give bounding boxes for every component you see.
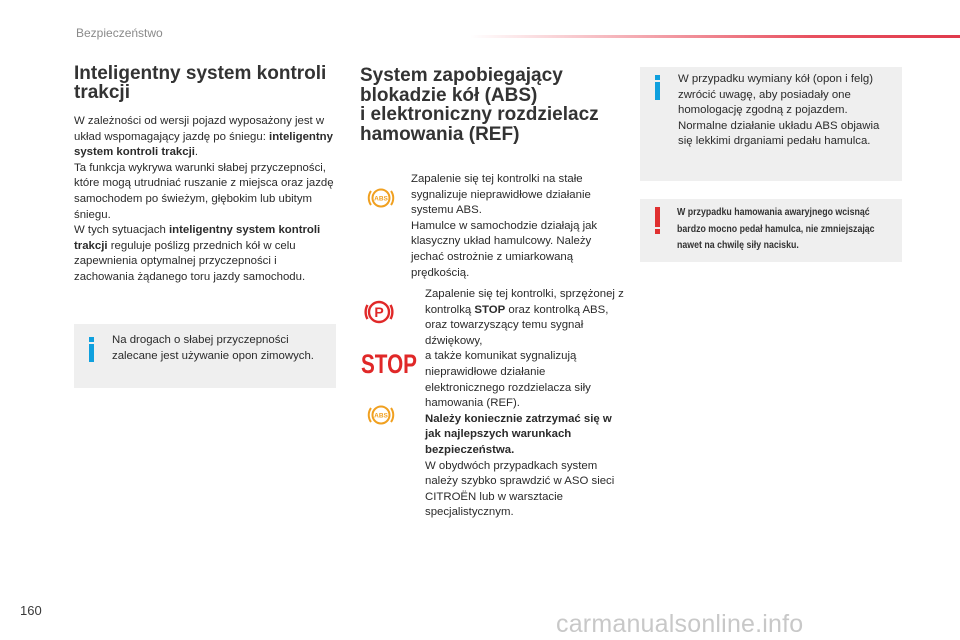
section-header: Bezpieczeństwo bbox=[76, 26, 163, 40]
abs-warning-icon bbox=[366, 183, 396, 213]
paragraph bbox=[425, 412, 625, 459]
paragraph: W obydwóch przypadkach system należy szybko sprawdzić w ASO sieci CITROËN lub w warsztacie specjalistycznym. bbox=[425, 459, 615, 519]
abs-icon-label: ABS bbox=[374, 195, 388, 203]
abs-ref-title bbox=[360, 66, 620, 144]
stop-warning-icon bbox=[360, 348, 418, 379]
emergency-braking-warning-box bbox=[640, 199, 902, 262]
ref-warning-text bbox=[425, 287, 625, 521]
paragraph: a także komunikat sygnalizują nieprawidłowe działanie elektronicznego rozdzielacza siły hamowania (REF). bbox=[425, 350, 591, 410]
paragraph bbox=[74, 114, 334, 161]
title-line-2: trakcji bbox=[74, 82, 130, 103]
warning-icon bbox=[655, 207, 660, 227]
abs-ref-section-title bbox=[360, 66, 620, 144]
title-line-1: System zapobiegający bbox=[360, 65, 563, 86]
paragraph: Hamulce w samochodzie działają jak klasyczny układ hamulcowy. Należy jechać ostrożnie z umiarkowaną prędkością. bbox=[411, 219, 598, 279]
bold-text: inteligentny system kontroli trakcji bbox=[74, 130, 333, 159]
wheel-replacement-info-box bbox=[640, 67, 902, 181]
brake-warning-icon bbox=[363, 296, 395, 328]
title-line-3: i elektroniczny rozdzielacz bbox=[360, 104, 599, 125]
abs-warning-icon-2 bbox=[366, 400, 396, 430]
park-icon-label: P bbox=[374, 304, 384, 320]
paragraph: Ta funkcja wykrywa warunki słabej przyczepności, które mogą utrudniać ruszanie z miejsca oraz jazdę samochodem po świeżym, głębokim lub ubitym śniegu. bbox=[74, 161, 334, 221]
info-text: W przypadku wymiany kół (opon i felg) zwrócić uwagę, aby posiadały one homologację zgodną z pojazdem. Normalne działanie układu ABS objawia się lekkimi drganiami pedału hamulca. bbox=[678, 73, 880, 148]
watermark: carmanualsonline.info bbox=[556, 610, 804, 638]
page-number: 160 bbox=[20, 603, 42, 618]
title-line-4: hamowania (REF) bbox=[360, 123, 520, 145]
title-line-1: Inteligentny system kontroli bbox=[74, 63, 327, 84]
bold-text: Należy koniecznie zatrzymać się w jak najlepszych warunkach bezpieczeństwa. bbox=[425, 412, 612, 456]
info-text: Na drogach o słabej przyczepności zalecane jest używanie opon zimowych. bbox=[112, 334, 314, 362]
text: W tych sytuacjach bbox=[74, 224, 169, 237]
info-icon bbox=[655, 82, 660, 100]
text: . bbox=[194, 146, 199, 159]
stop-icon-label: STOP bbox=[361, 349, 417, 379]
info-icon bbox=[89, 344, 94, 362]
traction-control-title bbox=[74, 64, 339, 102]
paragraph bbox=[425, 287, 625, 349]
bold-text: inteligentny system kontroli trakcji bbox=[74, 224, 321, 252]
text: reguluje poślizg przednich kół w celu zapewnienia optymalnej przyczepności i zachowania żądanego toru jazdy samochodu. bbox=[74, 239, 306, 283]
title-line-2: blokadzie kół (ABS) bbox=[360, 84, 538, 106]
text: W zależności od wersji pojazd wyposażony jest w układ wspomagający jazdę po śniegu: bbox=[74, 115, 325, 143]
header-rule bbox=[470, 35, 960, 38]
paragraph: Zapalenie się tej kontrolki na stałe sygnalizuje nieprawidłowe działanie systemu ABS. bbox=[411, 173, 591, 217]
winter-tyres-info-box bbox=[74, 324, 336, 388]
bold-text: STOP bbox=[474, 303, 506, 316]
text: Zapalenie się tej kontrolki, sprzężonej z kontrolką bbox=[425, 288, 624, 316]
traction-control-section bbox=[74, 64, 339, 286]
text: oraz kontrolką ABS, oraz towarzyszący temu sygnał dźwiękowy, bbox=[425, 303, 609, 347]
paragraph bbox=[74, 223, 334, 285]
abs-warning-text bbox=[411, 172, 621, 281]
abs-icon-label: ABS bbox=[374, 412, 388, 420]
traction-control-body bbox=[74, 114, 334, 286]
warning-text: W przypadku hamowania awaryjnego wcisnąć bardzo mocno pedał hamulca, nie zmniejszając nawet na chwilę siły nacisku. bbox=[677, 207, 875, 251]
